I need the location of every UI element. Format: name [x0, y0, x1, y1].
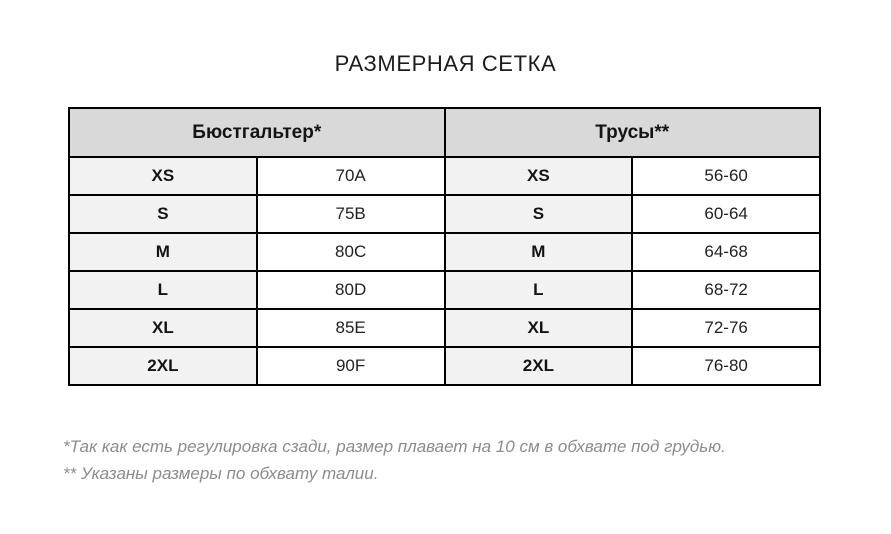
- bra-value-cell: 90F: [257, 347, 445, 385]
- table-row: [69, 347, 820, 385]
- bra-size-cell: XS: [69, 157, 257, 195]
- panties-size-cell: 2XL: [445, 347, 633, 385]
- footnote-panties: ** Указаны размеры по обхвату талии.: [63, 464, 379, 483]
- table-row: [69, 157, 820, 195]
- bra-value-cell: 80C: [257, 233, 445, 271]
- table-row: [69, 271, 820, 309]
- page-title: РАЗМЕРНАЯ СЕТКА: [334, 51, 557, 76]
- bra-value-cell: 75B: [257, 195, 445, 233]
- panties-value-cell: 60-64: [632, 195, 820, 233]
- panties-size-cell: XL: [445, 309, 633, 347]
- panties-value-cell: 56-60: [632, 157, 820, 195]
- panties-size-cell: M: [445, 233, 633, 271]
- table-row: [69, 195, 820, 233]
- panties-value-cell: 72-76: [632, 309, 820, 347]
- panties-size-cell: S: [445, 195, 633, 233]
- size-table: [68, 107, 821, 386]
- table-row: [69, 233, 820, 271]
- bra-size-cell: 2XL: [69, 347, 257, 385]
- table-header-row: [69, 108, 820, 157]
- panties-value-cell: 76-80: [632, 347, 820, 385]
- footnote-bra: *Так как есть регулировка сзади, размер плавает на 10 см в обхвате под грудью.: [63, 437, 726, 456]
- table-row: [69, 309, 820, 347]
- panties-value-cell: 64-68: [632, 233, 820, 271]
- bra-value-cell: 80D: [257, 271, 445, 309]
- bra-value-cell: 85E: [257, 309, 445, 347]
- table-header-panties: Трусы**: [445, 108, 821, 157]
- bra-size-cell: XL: [69, 309, 257, 347]
- bra-size-cell: L: [69, 271, 257, 309]
- panties-size-cell: XS: [445, 157, 633, 195]
- bra-value-cell: 70A: [257, 157, 445, 195]
- bra-size-cell: M: [69, 233, 257, 271]
- panties-size-cell: L: [445, 271, 633, 309]
- bra-size-cell: S: [69, 195, 257, 233]
- panties-value-cell: 68-72: [632, 271, 820, 309]
- table-header-bra: Бюстгальтер*: [69, 108, 445, 157]
- footnotes: [63, 433, 863, 487]
